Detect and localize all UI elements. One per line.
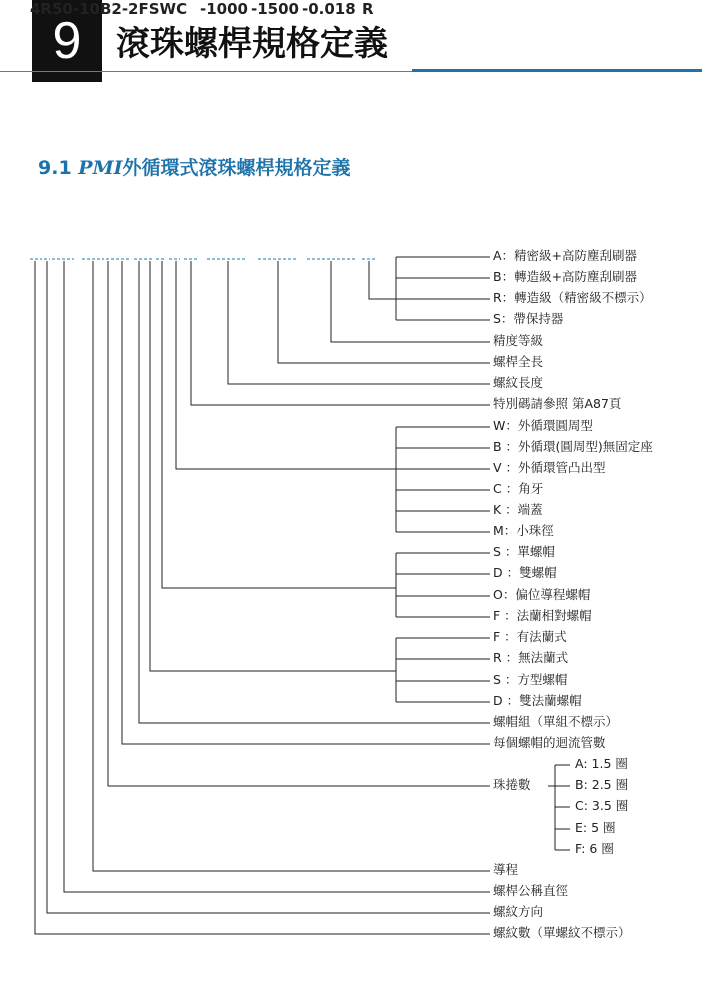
section-title-text: 外循環式滾珠螺桿規格定義 <box>122 157 351 179</box>
desc-thread-direction: 螺紋方向 <box>493 904 544 919</box>
desc-flange-r: R ：無法蘭式 <box>493 650 569 665</box>
desc-nut-o: O：偏位導程螺帽 <box>493 587 591 602</box>
desc-grade-s: S：帶保持器 <box>493 311 564 326</box>
model-code-total-length: -1500 <box>251 0 299 18</box>
desc-grade-b: B：轉造級+高防塵刮刷器 <box>493 269 638 284</box>
desc-flange-s: S ：方型螺帽 <box>493 672 568 687</box>
desc-nut-d: D ：雙螺帽 <box>493 565 557 580</box>
desc-turns-a: A: 1.5 圈 <box>575 756 628 771</box>
desc-circulation-k: K ：端蓋 <box>493 502 543 517</box>
desc-turns-e: E: 5 圈 <box>575 820 616 835</box>
desc-nut-s: S ：單螺帽 <box>493 544 555 559</box>
desc-special-code: 特別碼請參照 第A87頁 <box>493 396 622 411</box>
desc-screw-total-length: 螺桿全長 <box>493 354 544 369</box>
desc-return-tubes: 每個螺帽的迴流管數 <box>493 735 606 750</box>
desc-flange-f: F ：有法蘭式 <box>493 629 567 644</box>
chapter-number: 9 <box>52 12 82 70</box>
section-brand: PMI <box>78 157 123 179</box>
desc-circulation-c: C ：角牙 <box>493 481 544 496</box>
desc-thread-length: 螺紋長度 <box>493 375 544 390</box>
model-code-suffix: R <box>362 0 374 18</box>
model-code-main: 4R50-10B2-2FSWC <box>30 0 188 18</box>
desc-nut-f: F ：法蘭相對螺帽 <box>493 608 592 623</box>
section-number: 9.1 <box>38 157 72 179</box>
chapter-title: 滾珠螺桿規格定義 <box>116 24 388 64</box>
desc-flange-d: D ：雙法蘭螺帽 <box>493 693 582 708</box>
desc-nut-set: 螺帽組（單組不標示） <box>493 714 619 729</box>
desc-thread-starts: 螺紋數（單螺紋不標示） <box>493 925 631 940</box>
model-code-thread-length: -1000 <box>200 0 248 18</box>
desc-grade-a: A：精密級+高防塵刮刷器 <box>493 248 638 263</box>
model-code-accuracy: -0.018 <box>302 0 356 18</box>
desc-circulation-v: V ：外循環管凸出型 <box>493 460 606 475</box>
desc-nominal-diameter: 螺桿公稱直徑 <box>493 883 569 898</box>
desc-accuracy-grade: 精度等級 <box>493 333 544 348</box>
desc-turns-label: 珠捲數 <box>493 777 531 792</box>
desc-turns-f: F: 6 圈 <box>575 841 614 856</box>
desc-grade-r: R：轉造級（精密級不標示） <box>493 290 652 305</box>
leader-lines <box>35 257 570 934</box>
desc-circulation-b: B ：外循環(圓周型)無固定座 <box>493 439 653 454</box>
desc-circulation-m: M：小珠徑 <box>493 523 554 538</box>
desc-turns-b: B: 2.5 圈 <box>575 777 629 792</box>
desc-turns-c: C: 3.5 圈 <box>575 798 629 813</box>
desc-circulation-w: W：外循環圓周型 <box>493 418 593 433</box>
desc-lead: 導程 <box>493 862 519 877</box>
